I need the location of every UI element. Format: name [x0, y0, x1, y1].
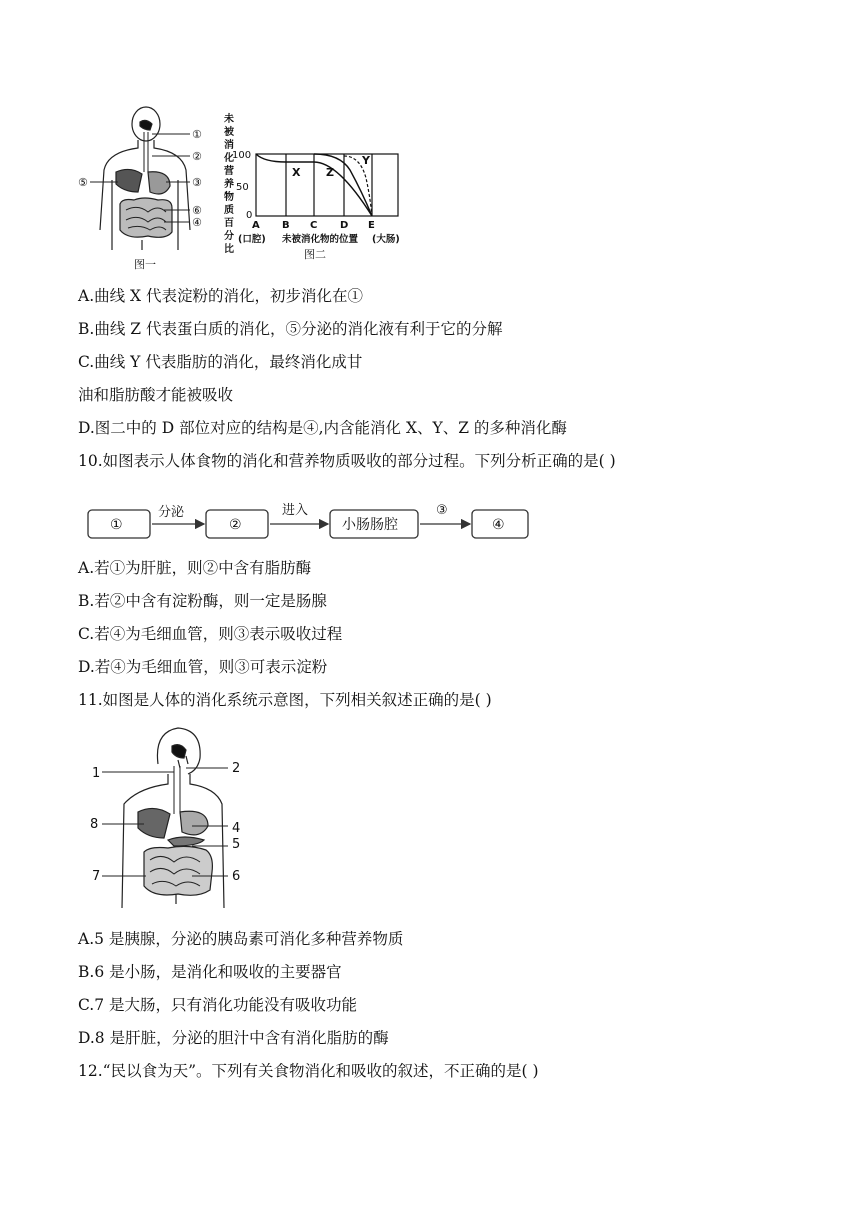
q10-stem: 10.如图表示人体食物的消化和营养物质吸收的部分过程。下列分析正确的是( )	[78, 452, 616, 470]
svg-text:E: E	[368, 220, 375, 231]
flow-box-3-label: 小肠肠腔	[342, 517, 398, 533]
label-3: ③	[192, 176, 202, 189]
q10-flow-diagram	[86, 496, 536, 542]
figure2-xlabel	[238, 233, 400, 245]
svg-text:D: D	[340, 220, 349, 231]
svg-text:营: 营	[224, 166, 234, 177]
svg-text:百: 百	[224, 218, 234, 229]
q11-label-8: 8	[90, 817, 99, 832]
flow-arrow-3-label: ③	[436, 503, 448, 518]
flow-box-2-label: ②	[229, 517, 242, 533]
svg-text:A: A	[252, 220, 260, 231]
q10-option-d: D.若④为毛细血管，则③可表示淀粉	[78, 658, 328, 676]
svg-text:被: 被	[224, 127, 234, 138]
flow-arrow-1-label: 分泌	[158, 505, 185, 520]
svg-text:C: C	[310, 220, 318, 231]
figure2-curve-labels	[292, 154, 371, 179]
svg-text:比: 比	[224, 244, 234, 255]
q9-option-b: B.曲线 Z 代表蛋白质的消化，⑤分泌的消化液有利于它的分解	[78, 320, 503, 338]
svg-text:消: 消	[224, 140, 234, 151]
figure2-plot	[256, 154, 398, 216]
svg-text:分: 分	[224, 231, 234, 242]
q10-option-c: C.若④为毛细血管，则③表示吸收过程	[78, 625, 343, 643]
label-5: ⑤	[78, 176, 88, 189]
svg-text:B: B	[282, 220, 290, 231]
flow-arrow-2-label: 进入	[282, 503, 309, 518]
flow-box-1-label: ①	[110, 517, 123, 533]
label-4: ④	[192, 216, 202, 229]
q11-option-c: C.7 是大肠，只有消化功能没有吸收功能	[78, 996, 358, 1014]
svg-text:化: 化	[224, 153, 234, 164]
q9-option-c-continued: 油和脂肪酸才能被吸收	[78, 386, 234, 404]
q9-option-d: D.图二中的 D 部位对应的结构是④,内含能消化 X、Y、Z 的多种消化酶	[78, 419, 567, 437]
svg-text:50: 50	[236, 182, 249, 193]
figure2-caption: 图二	[304, 248, 326, 261]
q11-figure	[88, 722, 258, 910]
q11-label-4: 4	[232, 821, 241, 836]
label-1: ①	[192, 128, 202, 141]
label-6: ⑥	[192, 204, 202, 217]
q11-option-a: A.5 是胰腺，分泌的胰岛素可消化多种营养物质	[78, 930, 404, 948]
q11-option-b: B.6 是小肠，是消化和吸收的主要器官	[78, 963, 342, 981]
svg-text:0: 0	[246, 210, 253, 221]
svg-text:100: 100	[232, 150, 252, 161]
q11-stem: 11.如图是人体的消化系统示意图，下列相关叙述正确的是( )	[78, 691, 492, 709]
svg-text:质: 质	[224, 205, 234, 216]
svg-text:养: 养	[224, 179, 234, 190]
svg-text:未: 未	[224, 114, 234, 125]
q9-option-a: A.曲线 X 代表淀粉的消化，初步消化在①	[78, 287, 364, 305]
q11-label-2: 2	[232, 761, 241, 776]
q11-label-5: 5	[232, 837, 241, 852]
figure2-axes	[232, 150, 252, 221]
svg-text:(大肠): (大肠)	[372, 234, 400, 245]
label-2: ②	[192, 150, 202, 163]
q12-stem: 12.“民以食为天”。下列有关食物消化和吸收的叙述，不正确的是( )	[78, 1062, 539, 1080]
q11-label-1: 1	[92, 766, 101, 781]
svg-text:(口腔): (口腔)	[238, 234, 266, 245]
digestive-system-diagram-2	[102, 728, 228, 908]
svg-text:Y: Y	[362, 154, 370, 167]
svg-text:X: X	[292, 166, 301, 179]
digestive-system-diagram-1	[90, 107, 190, 250]
q11-option-d: D.8 是肝脏，分泌的胆汁中含有消化脂肪的酶	[78, 1029, 389, 1047]
figure2-xticks	[252, 220, 375, 231]
q10-option-b: B.若②中含有淀粉酶，则一定是肠腺	[78, 592, 327, 610]
q11-label-6: 6	[232, 869, 241, 884]
figure2-ylabel	[223, 112, 235, 255]
q11-label-7: 7	[92, 869, 101, 884]
flow-box-4-label: ④	[492, 517, 505, 533]
q9-figure	[78, 100, 418, 272]
svg-text:Z: Z	[326, 166, 334, 179]
q9-option-c: C.曲线 Y 代表脂肪的消化，最终消化成甘	[78, 353, 363, 371]
q10-option-a: A.若①为肝脏，则②中含有脂肪酶	[78, 559, 312, 577]
svg-text:物: 物	[224, 192, 234, 203]
svg-text:未被消化物的位置: 未被消化物的位置	[282, 234, 359, 245]
figure1-caption: 图一	[134, 258, 156, 271]
